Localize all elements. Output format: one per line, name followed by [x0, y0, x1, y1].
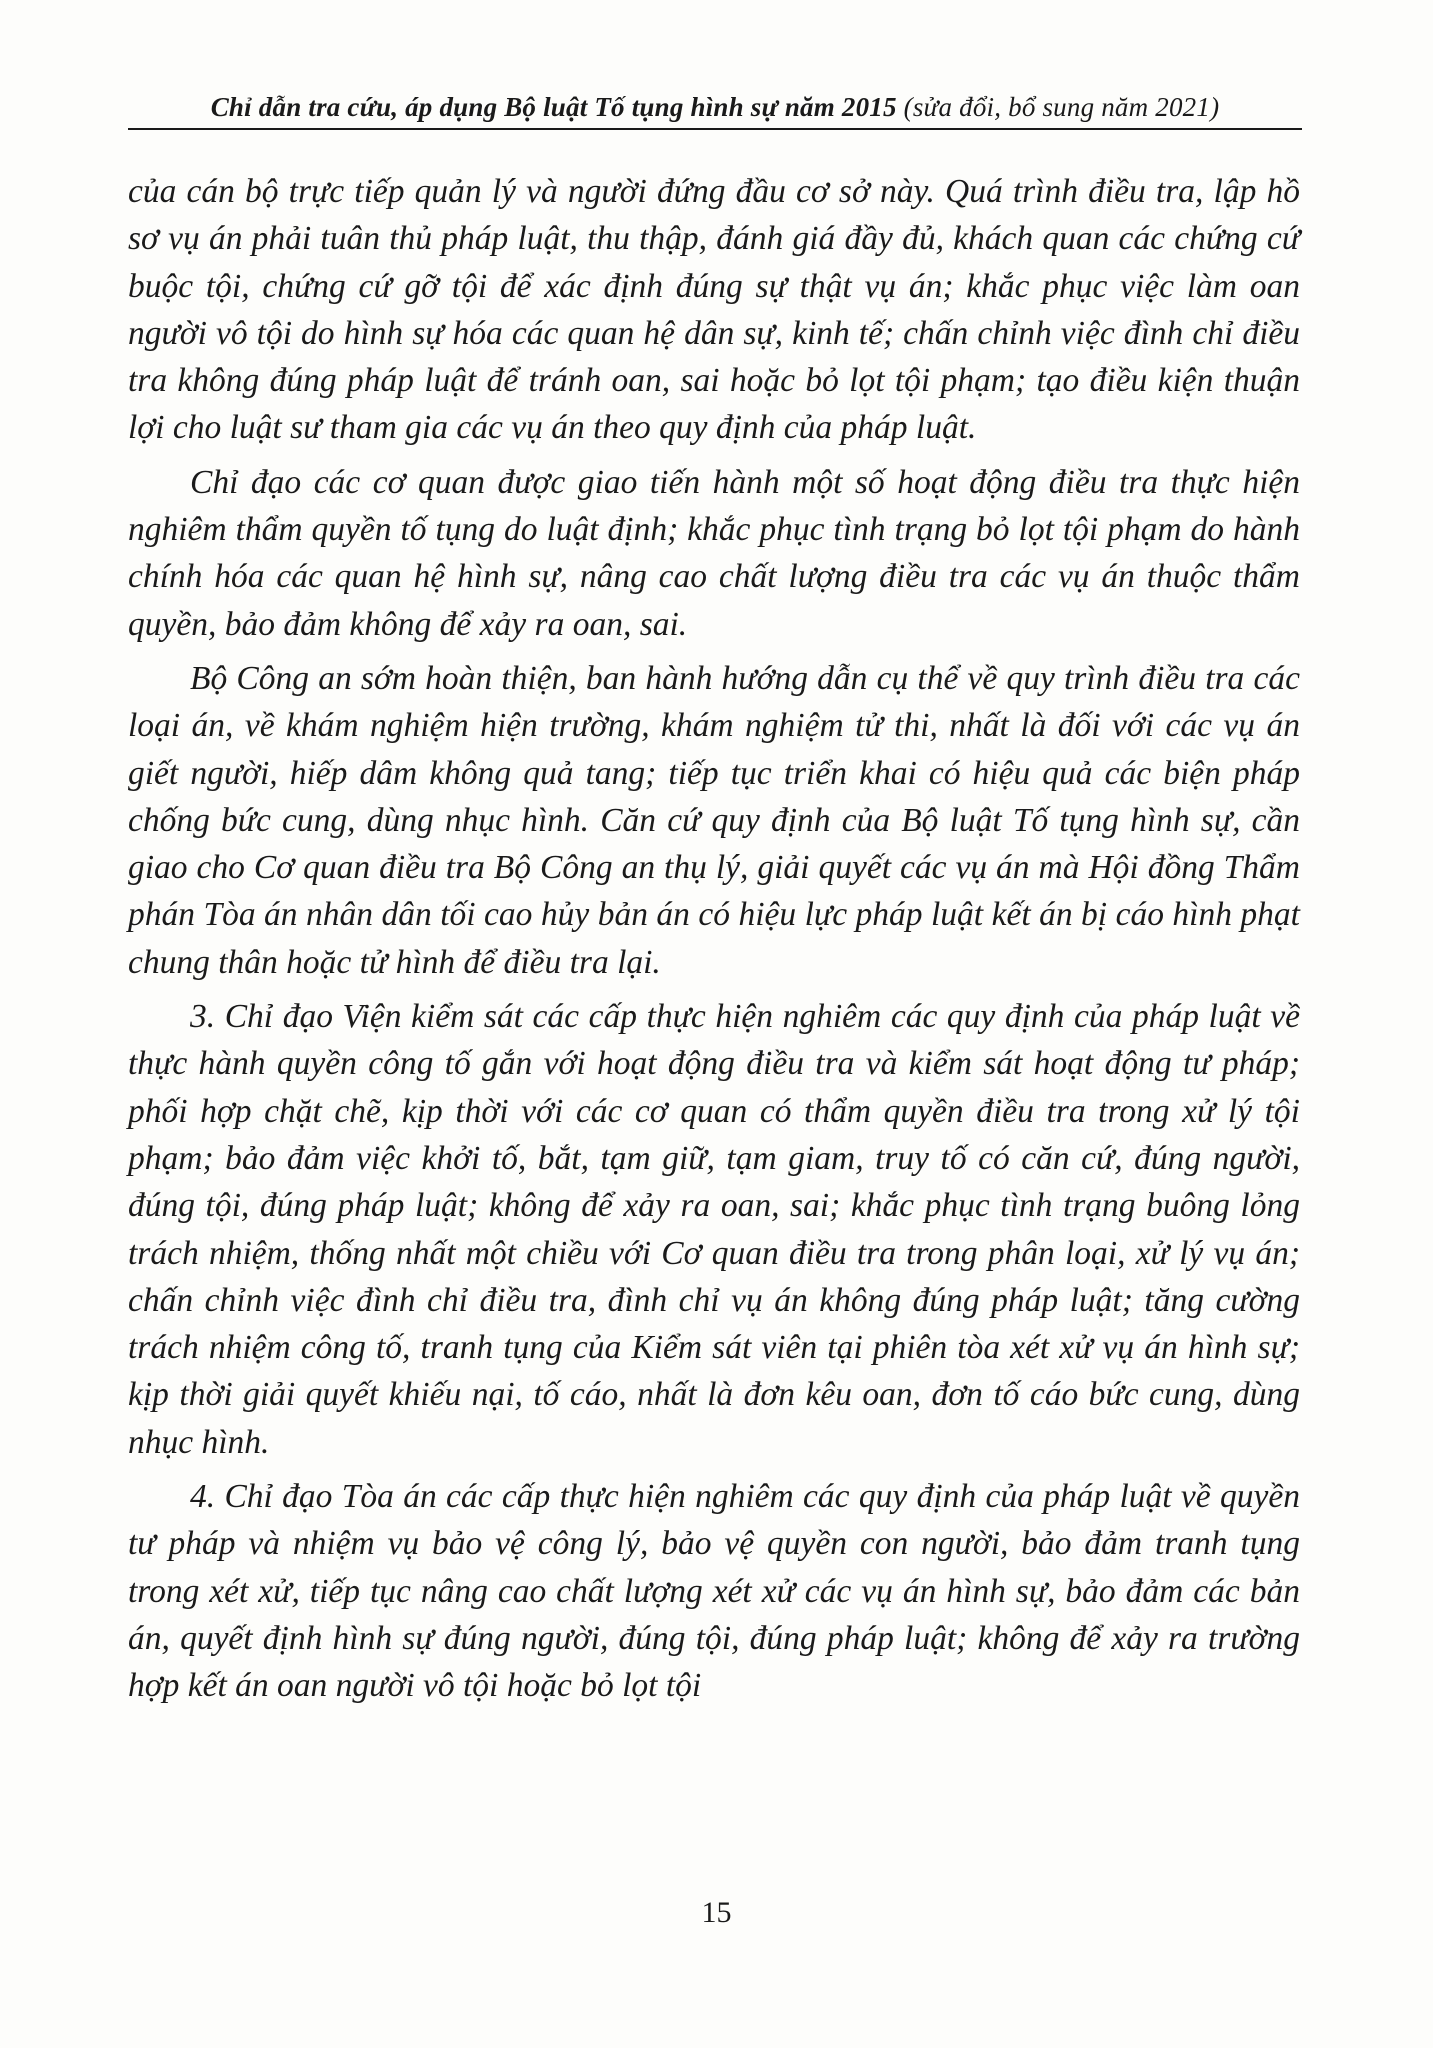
- paragraph-continuation: của cán bộ trực tiếp quản lý và người đứng đầu cơ sở này. Quá trình điều tra, lập hồ sơ vụ án phải tuân thủ pháp luật, thu thập, đánh giá đầy đủ, khách quan các chứng cứ buộc tội, chứng cứ gỡ tội để xác định đúng sự thật vụ án; khắc phục việc làm oan người vô tội do hình sự hóa các quan hệ dân sự, kinh tế; chấn chỉnh việc đình chỉ điều tra không đúng pháp luật để tránh oan, sai hoặc bỏ lọt tội phạm; tạo điều kiện thuận lợi cho luật sư tham gia các vụ án theo quy định của pháp luật.: [128, 173, 1300, 447]
- paragraph-item-3-procuracy: 3. Chỉ đạo Viện kiểm sát các cấp thực hiện nghiêm các quy định của pháp luật về thực hành quyền công tố gắn với hoạt động điều tra và kiểm sát hoạt động tư pháp; phối hợp chặt chẽ, kịp thời với các cơ quan có thẩm quyền điều tra trong xử lý tội phạm; bảo đảm việc khởi tố, bắt, tạm giữ, tạm giam, truy tố có căn cứ, đúng người, đúng tội, đúng pháp luật; không để xảy ra oan, sai; khắc phục tình trạng buông lỏng trách nhiệm, thống nhất một chiều với Cơ quan điều tra trong phân loại, xử lý vụ án; chấn chỉnh việc đình chỉ điều tra, đình chỉ vụ án không đúng pháp luật; tăng cường trách nhiệm công tố, tranh tụng của Kiểm sát viên tại phiên tòa xét xử vụ án hình sự; kịp thời giải quyết khiếu nại, tố cáo, nhất là đơn kêu oan, đơn tố cáo bức cung, dùng nhục hình.: [128, 998, 1300, 1461]
- running-header-title: Chỉ dẫn tra cứu, áp dụng Bộ luật Tố tụng hình sự năm 2015: [210, 92, 904, 122]
- paragraph-ministry-public-security: Bộ Công an sớm hoàn thiện, ban hành hướng dẫn cụ thể về quy trình điều tra các loại án, về khám nghiệm hiện trường, khám nghiệm tử thi, nhất là đối với các vụ án giết người, hiếp dâm không quả tang; tiếp tục triển khai có hiệu quả các biện pháp chống bức cung, dùng nhục hình. Căn cứ quy định của Bộ luật Tố tụng hình sự, cần giao cho Cơ quan điều tra Bộ Công an thụ lý, giải quyết các vụ án mà Hội đồng Thẩm phán Tòa án nhân dân tối cao hủy bản án có hiệu lực pháp luật kết án bị cáo hình phạt chung thân hoặc tử hình để điều tra lại.: [128, 659, 1300, 981]
- running-header: [130, 92, 1300, 123]
- body-text: [128, 168, 1300, 1710]
- header-rule: [128, 128, 1302, 130]
- running-header-subtitle: (sửa đổi, bổ sung năm 2021): [903, 92, 1220, 122]
- paragraph-investigating-agencies: Chỉ đạo các cơ quan được giao tiến hành một số hoạt động điều tra thực hiện nghiêm thẩm quyền tố tụng do luật định; khắc phục tình trạng bỏ lọt tội phạm do hành chính hóa các quan hệ hình sự, nâng cao chất lượng điều tra các vụ án thuộc thẩm quyền, bảo đảm không để xảy ra oan, sai.: [128, 463, 1300, 643]
- paragraph-item-4-courts: 4. Chỉ đạo Tòa án các cấp thực hiện nghiêm các quy định của pháp luật về quyền tư pháp và nhiệm vụ bảo vệ công lý, bảo vệ quyền con người, bảo đảm tranh tụng trong xét xử, tiếp tục nâng cao chất lượng xét xử các vụ án hình sự, bảo đảm các bản án, quyết định hình sự đúng người, đúng tội, đúng pháp luật; không để xảy ra trường hợp kết án oan người vô tội hoặc bỏ lọt tội: [128, 1478, 1300, 1705]
- page-number: 15: [701, 1896, 732, 1929]
